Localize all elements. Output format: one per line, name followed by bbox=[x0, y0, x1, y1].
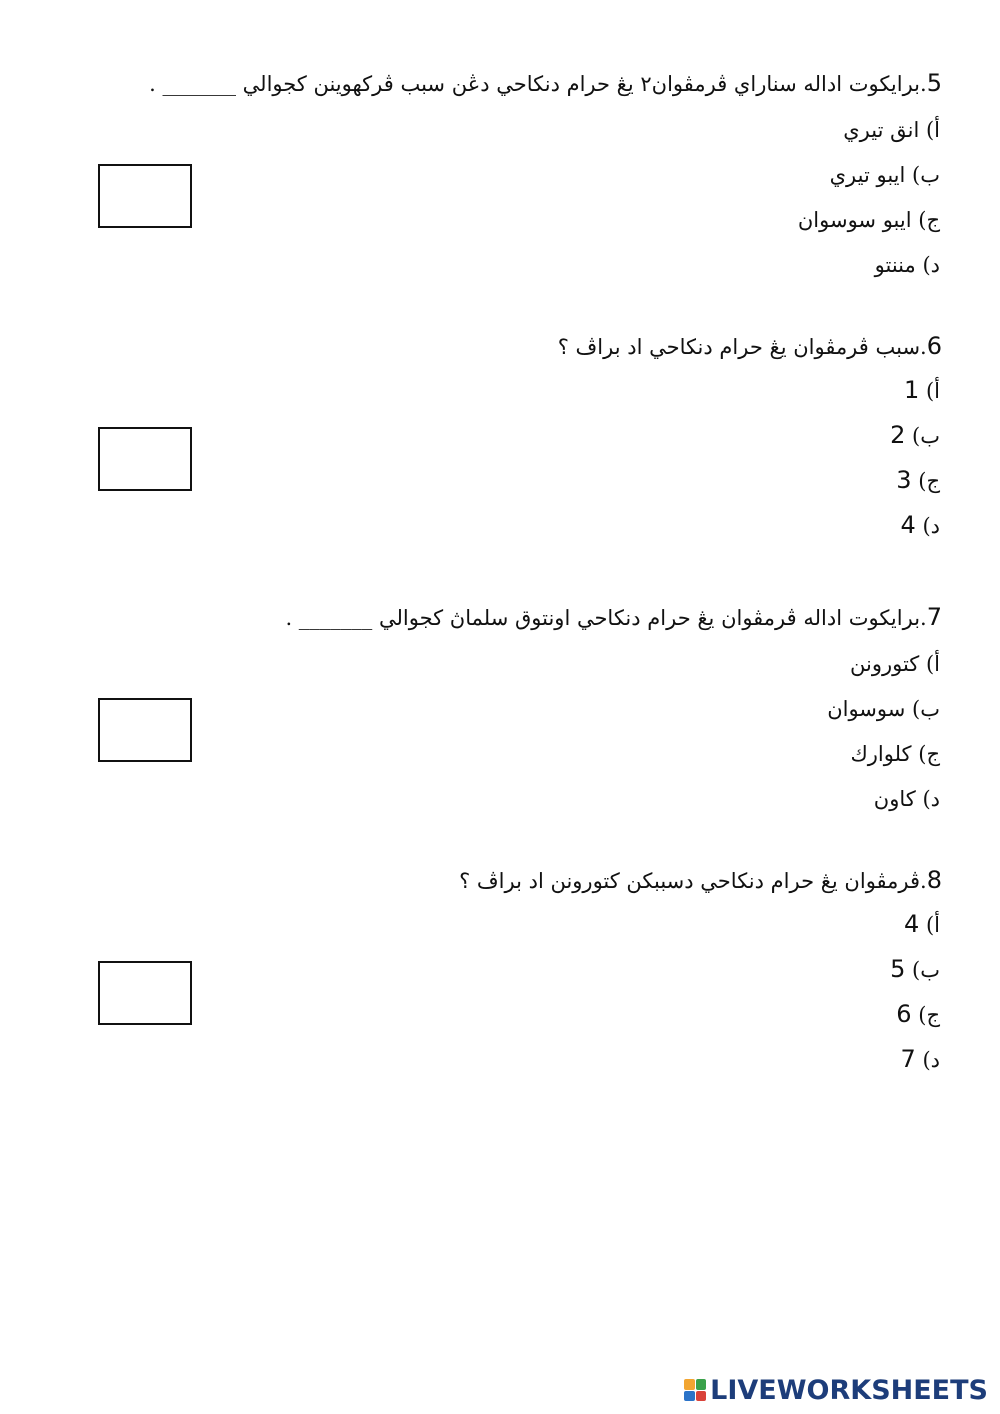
option-letter: ج) bbox=[918, 1003, 940, 1027]
option-value: كاون bbox=[873, 787, 916, 811]
question-prompt: .سبب ڤرمڤوان يڠ حرام دنكاحي اد براڤ ؟ bbox=[557, 335, 927, 359]
option-value: 4 bbox=[900, 511, 916, 539]
option-value: 1 bbox=[904, 376, 920, 404]
option-a bbox=[904, 910, 940, 939]
option-value: ايبو سوسوان bbox=[797, 208, 912, 232]
question-number: 5 bbox=[926, 69, 942, 97]
question-prompt: .ڤرمڤوان يڠ حرام دنكاحي دسببكن كتورونن اد براڤ ؟ bbox=[459, 869, 927, 893]
option-c bbox=[798, 206, 940, 234]
option-d bbox=[900, 511, 940, 540]
option-value: انق تيري bbox=[843, 118, 920, 142]
option-b bbox=[830, 161, 940, 189]
option-value: 5 bbox=[890, 955, 906, 983]
option-b bbox=[890, 421, 940, 450]
answer-box[interactable] bbox=[98, 427, 192, 491]
option-d bbox=[900, 1045, 940, 1074]
answer-box[interactable] bbox=[98, 698, 192, 762]
option-d bbox=[875, 251, 940, 279]
option-value: 3 bbox=[896, 466, 912, 494]
option-letter: أ) bbox=[925, 913, 940, 937]
option-value: 4 bbox=[904, 910, 920, 938]
question-number: 8 bbox=[926, 866, 942, 894]
question-text bbox=[122, 865, 942, 896]
question-text bbox=[122, 602, 942, 633]
option-letter: ج) bbox=[918, 208, 940, 232]
question-number: 6 bbox=[926, 332, 942, 360]
option-a bbox=[843, 116, 940, 144]
option-letter: ب) bbox=[912, 697, 940, 721]
option-letter: د) bbox=[922, 787, 940, 811]
option-value: مننتو bbox=[874, 253, 916, 277]
question-text bbox=[122, 331, 942, 362]
option-letter: أ) bbox=[925, 118, 940, 142]
option-value: كلوارك bbox=[850, 742, 912, 766]
question-prompt: .برايكوت اداله ڤرمڤوان يڠ حرام دنكاحي اونتوق سلماڽ كجوالي _______ . bbox=[285, 606, 927, 630]
question-text bbox=[122, 68, 942, 99]
answer-box[interactable] bbox=[98, 164, 192, 228]
option-letter: ج) bbox=[918, 742, 940, 766]
option-value: كتورونن bbox=[849, 652, 920, 676]
option-c bbox=[896, 1000, 940, 1029]
option-value: 7 bbox=[900, 1045, 916, 1073]
brand-name: LIVEWORKSHEETS bbox=[710, 1374, 988, 1406]
option-letter: د) bbox=[922, 1048, 940, 1072]
option-letter: ج) bbox=[918, 469, 940, 493]
option-letter: ب) bbox=[912, 163, 940, 187]
question-number: 7 bbox=[926, 603, 942, 631]
option-letter: أ) bbox=[925, 652, 940, 676]
option-c bbox=[896, 466, 940, 495]
option-d bbox=[874, 785, 940, 813]
option-a bbox=[850, 650, 940, 678]
question-prompt: .برايكوت اداله سناراي ڤرمڤوان٢ يڠ حرام دنكاحي دڠن سبب ڤركهوينن كجوالي _______ . bbox=[149, 72, 927, 96]
option-value: 2 bbox=[890, 421, 906, 449]
option-value: سوسوان bbox=[827, 697, 906, 721]
option-letter: أ) bbox=[925, 379, 940, 403]
option-letter: ب) bbox=[912, 424, 940, 448]
option-value: 6 bbox=[896, 1000, 912, 1028]
option-letter: ب) bbox=[912, 958, 940, 982]
option-c bbox=[850, 740, 940, 768]
option-b bbox=[890, 955, 940, 984]
option-a bbox=[904, 376, 940, 405]
option-value: ايبو تيري bbox=[829, 163, 906, 187]
liveworksheets-logo-icon bbox=[684, 1379, 706, 1401]
option-letter: د) bbox=[922, 253, 940, 277]
option-letter: د) bbox=[922, 514, 940, 538]
liveworksheets-brand bbox=[684, 1374, 988, 1406]
option-b bbox=[827, 695, 940, 723]
answer-box[interactable] bbox=[98, 961, 192, 1025]
